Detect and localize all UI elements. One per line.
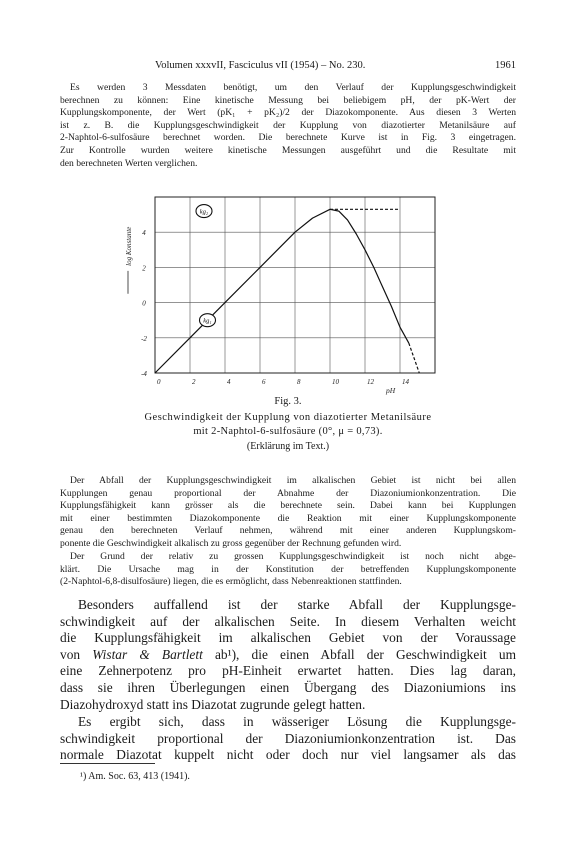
text-line: schwindigkeit auf der alkalischen Seite. In diesem Verhalten weicht [60,613,516,629]
text-line: Diazohydroxyd statt ins Diazotat zugrunde gelegt hatten. [60,696,366,712]
text-line: ist z. B. die Kupplungsgeschwindigkeit der Kupplung von diazotierter Metanilsäure auf [60,119,516,131]
chart-grid [155,197,435,373]
author-names: Wistar & Bartlett [92,646,203,662]
annotation-label: kg₁ [203,317,212,325]
text-line: Es werden 3 Messdaten benötigt, um den Verlauf der Kupplungsgeschwindigkeit [70,82,516,93]
footnote-rule [60,763,155,764]
text-line: Kupplungsfähigkeit kann grösser als die berechnete sein. Dabei kann bei Kupplungen [60,500,516,512]
y-tick-label: -2 [141,334,147,343]
paragraph-measurement-data [60,82,516,170]
chart-series [155,209,419,373]
paragraph-reason [60,551,516,589]
text-line: Zur Kontrolle wurden weitere kinetische Messungen ausgeführt und die Resultate mit [60,144,516,156]
journal-volume-title: Volumen xxxvII, Fasciculus vII (1954) – No. 230. [155,60,366,71]
text-line: Der Abfall der Kupplungsgeschwindigkeit im alkalischen Gebiet ist nicht bei allen [70,475,516,486]
series-line-dashed [409,343,420,373]
text-line: die Kupplungsfähigkeit im alkalischen Gebiet von der Voraussage [60,630,516,646]
paragraph-wistar-bartlett [60,597,516,713]
y-tick-label: -4 [141,370,147,378]
x-tick-label: 14 [402,378,409,386]
text-line: (2-Naphtol-6,8-disulfosäure) liegen, die es ermöglicht, dass Nebenreaktionen stattfinden. [60,576,402,588]
paragraph-conclusion [60,714,516,764]
y-tick-label: 4 [142,229,146,238]
text-line: Es ergibt sich, dass in wässeriger Lösung die Kupplungsge- [78,714,516,729]
figure-caption-line: mit 2-Naphtol-6-sulfosäure (0°, μ = 0,73). [193,426,383,437]
text-line: normale Diazotat kuppelt nicht oder doch nur viel langsamer als das [60,747,516,763]
figure-caption-note: (Erklärung im Text.) [246,441,330,452]
x-tick-label: 4 [227,378,231,386]
figure-label: Fig. 3. [274,396,302,407]
text-line-authors [60,647,516,664]
text-line: 2-Naphtol-6-sulfosäure berechnet worden. Die berechnete Kurve ist in Fig. 3 eingetragen. [60,132,516,144]
text-line: eine Zehnerpotenz pro pH-Einheit erwartet hatten. Dies lag daran, [60,663,516,679]
text-line: dass sie ihren Überlegungen einen Übergang des Diazoniumions ins [60,679,516,695]
x-axis-label: pH [386,386,396,395]
footnote: ¹) Am. Soc. 63, 413 (1941). [80,771,190,782]
text-line: schwindigkeit proportional der Diazoniumionkonzentration ist. Das [60,730,516,746]
figure-caption-line: Geschwindigkeit der Kupplung von diazotierter Metanilsäure [144,412,432,423]
paragraph-alkaline-drop [60,475,516,551]
text-fragment: von [60,646,93,662]
text-line: Kupplungen genau proportional der Abnahme der Diazoniumionkonzentration. Die [60,487,516,499]
y-tick-label: 2 [142,264,146,273]
text-fragment: ab¹), die einen Abfall der Geschwindigkeit um [202,646,517,662]
series-line [155,209,409,373]
text-line: den berechneten Werten verglichen. [60,157,198,169]
x-tick-label: 8 [297,378,301,386]
text-line: ponente die Geschwindigkeit alkalisch zu gross gegenüber der Rechnung gefunden wird. [60,537,402,549]
text-line: Besonders auffallend ist der starke Abfall der Kupplungsge- [78,597,516,612]
text-line: klärt. Die Ursache mag in der Konstitution der betreffenden Kupplungskomponente [60,563,516,575]
text-line: mit einer bestimmten Diazokomponente die Reaktion mit einer Kupplungskomponente [60,512,516,524]
y-axis-label: log Konstante [125,226,133,266]
y-tick-label: 0 [142,299,146,308]
text-line: genau den berechneten Verlauf nehmen, während mit einer anderen Kupplungskom- [60,525,516,537]
text-line: berechnen zu können: Eine kinetische Messung bei beliebigem pH, der pK-Wert der [60,94,516,106]
x-tick-label: 12 [367,378,374,386]
x-tick-label: 10 [332,378,339,386]
x-tick-label: 2 [192,378,196,386]
coupling-rate-chart [125,185,445,397]
running-head [60,60,516,74]
text-line: Der Grund der relativ zu grossen Kupplungsgeschwindigkeit ist noch nicht abge- [70,551,516,562]
page-number: 1961 [495,60,516,71]
x-tick-label: 6 [262,378,266,386]
text-line: Kupplungskomponente, der Wert (pK₁ + pK₂)/2 der Diazokomponente. Aus diesen 3 Werten [60,107,516,119]
chart-labels [125,205,410,395]
x-tick-label: 0 [157,378,161,386]
annotation-label: kg₂ [199,208,209,216]
